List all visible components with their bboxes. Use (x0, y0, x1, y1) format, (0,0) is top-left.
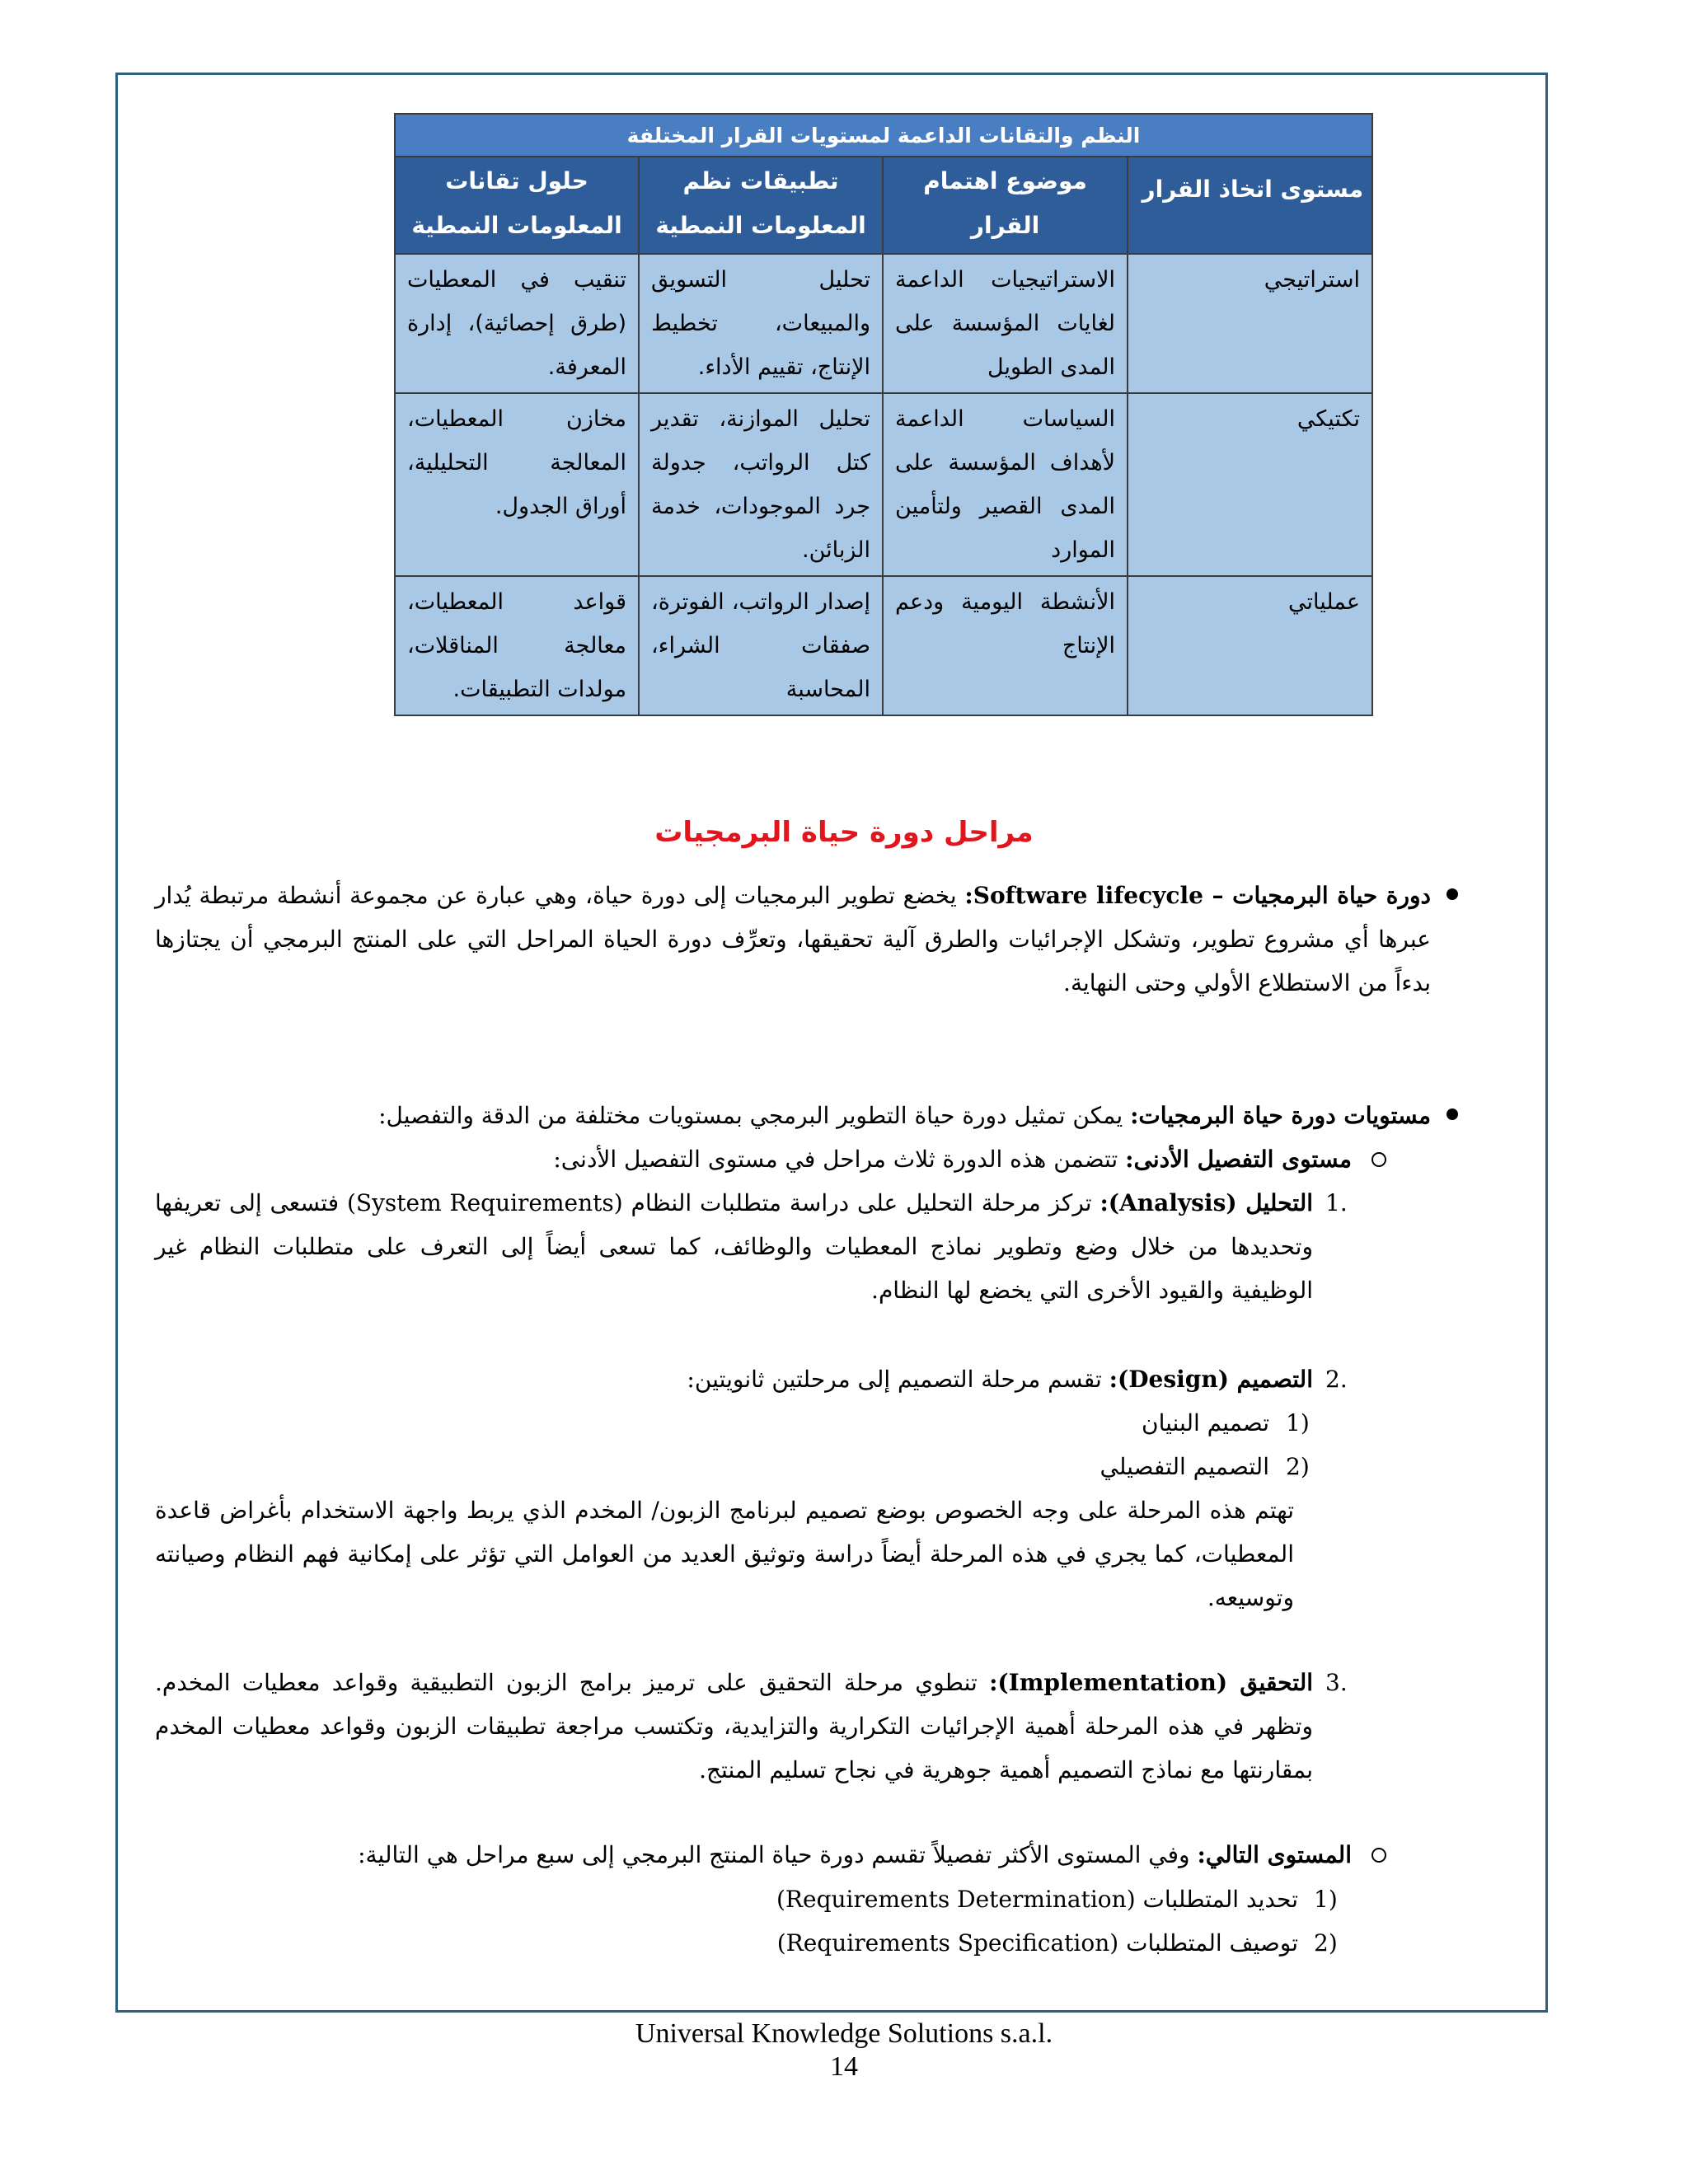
item-term: التحقيق (Implementation): (989, 1669, 1314, 1696)
item-term: التحليل (Analysis): (1100, 1189, 1314, 1216)
item-text: تقسم مرحلة التصميم إلى مرحلتين ثانويتين: (687, 1366, 1109, 1393)
item-term: التصميم (Design): (1109, 1366, 1313, 1393)
bullet-icon (1447, 1108, 1458, 1120)
header-level: مستوى اتخاذ القرار (1128, 157, 1372, 254)
table-row (395, 576, 1372, 715)
design-paragraph: تهتم هذه المرحلة على وجه الخصوص بوضع تصميم لبرنامج الزبون/ المخدم الذي يربط واجهة الاستخدام بأغراض قاعدة المعطيات، كما يجري في هذه المرحلة أيضاً دراسة وتوثيق العديد من العوامل التي تؤثر على إمكانية فهم النظام وصيانته وتوسيعه. (155, 1497, 1294, 1611)
bullet-text: يخضع تطوير البرمجيات إلى دورة حياة، وهي عبارة عن مجموعة أنشطة مرتبطة يُدار عبرها أي مشروع تطوير، وتشكل الإجرائيات والطرق آلية تحقيقها، وتعرِّف دورة الحياة المراحل التي على المنتج البرمجي أن يجتازها بدءاً من الاستطلاع الأولي وحتى النهاية. (155, 882, 1431, 996)
next-level-item: تحديد المتطلبات (Requirements Determination) (776, 1886, 1298, 1913)
sub-term: المستوى التالي: (1197, 1841, 1352, 1868)
header-tech: حلول تقانات المعلومات النمطية (395, 157, 639, 254)
header-apps: تطبيقات نظم المعلومات النمطية (639, 157, 883, 254)
cell-level: تكتيكي (1128, 393, 1372, 576)
cell-level: استراتيجي (1128, 254, 1372, 393)
bullet-term: مستويات دورة حياة البرمجيات: (1130, 1102, 1431, 1129)
bullet-icon (1447, 888, 1458, 900)
item-text: تنطوي مرحلة التحقيق على ترميز برامج الزبون التطبيقية وقواعد معطيات المخدم. وتظهر في هذه المرحلة أهمية الإجرائيات التكرارية والتزايدية، وتكتسب مراجعة تطبيقات الزبون وقواعد معطيات المخدم بمقارنتها مع نماذج التصميم أهمية جوهرية في نجاح تسليم المنتج. (155, 1669, 1314, 1783)
sub-item-number: 1) (1286, 1409, 1310, 1436)
cell-tech: قواعد المعطيات، معالجة المناقلات، مولدات التطبيقات. (395, 576, 639, 715)
cell-tech: مخازن المعطيات، المعالجة التحليلية، أوراق الجدول. (395, 393, 639, 576)
cell-focus: السياسات الداعمة لأهداف المؤسسة على المدى القصير ولتأمين الموارد (883, 393, 1128, 576)
item-design (155, 1357, 1313, 1401)
cell-focus: الأنشطة اليومية ودعم الإنتاج (883, 576, 1128, 715)
sub-level-next (247, 1833, 1352, 1877)
item-analysis (155, 1181, 1313, 1312)
item-text: تركز مرحلة التحليل على دراسة متطلبات النظام (System Requirements) فتسعى إلى تعريفها وتحديدها من خلال وضع وتطوير نماذج المعطيات والوظائف، كما تسعى أيضاً إلى التعرف على متطلبات النظام غير الوظيفية والقيود الأخرى التي يخضع لها النظام. (155, 1189, 1313, 1304)
cell-apps: تحليل التسويق والمبيعات، تخطيط الإنتاج، تقييم الأداء. (639, 254, 883, 393)
table-caption: النظم والتقانات الداعمة لمستويات القرار المختلفة (395, 114, 1372, 157)
cell-apps: إصدار الرواتب، الفوترة، صفقات الشراء، المحاسبة (639, 576, 883, 715)
next-level-item: توصيف المتطلبات (Requirements Specification) (776, 1929, 1298, 1957)
design-sub-item: التصميم التفصيلي (1100, 1453, 1269, 1480)
circle-bullet-icon (1372, 1848, 1386, 1863)
table-row (395, 393, 1372, 576)
sub-item-number: 2) (1314, 1929, 1338, 1957)
circle-bullet-icon (1372, 1152, 1386, 1167)
section-title: مراحل دورة حياة البرمجيات (654, 816, 1034, 849)
table-row (395, 254, 1372, 393)
item-number: 2. (1325, 1366, 1348, 1393)
cell-apps: تحليل الموازنة، تقدير كتل الرواتب، جدولة جرد الموجودات، خدمة الزبائن. (639, 393, 883, 576)
decision-levels-table (394, 113, 1373, 716)
bullet-text: يمكن تمثيل دورة حياة التطوير البرمجي بمستويات مختلفة من الدقة والتفصيل: (378, 1102, 1131, 1129)
item-number: 3. (1325, 1669, 1348, 1696)
sub-item-number: 2) (1286, 1453, 1310, 1480)
item-number: 1. (1325, 1189, 1348, 1216)
bullet-lifecycle (155, 874, 1431, 1005)
cell-focus: الاستراتيجيات الداعمة لغايات المؤسسة على المدى الطويل (883, 254, 1128, 393)
footer-page-number: 14 (830, 2051, 858, 2082)
cell-tech: تنقيب في المعطيات (طرق إحصائية)، إدارة المعرفة. (395, 254, 639, 393)
sub-text: تتضمن هذه الدورة ثلاث مراحل في مستوى التفصيل الأدنى: (553, 1146, 1126, 1173)
sub-level-low (247, 1137, 1352, 1181)
bullet-levels (155, 1094, 1431, 1137)
sub-term: مستوى التفصيل الأدنى: (1125, 1146, 1352, 1173)
design-sub-item: تصميم البنيان (1142, 1409, 1269, 1436)
cell-level: عملياتي (1128, 576, 1372, 715)
item-implementation (155, 1661, 1313, 1792)
sub-text: وفي المستوى الأكثر تفصيلاً تقسم دورة حياة المنتج البرمجي إلى سبع مراحل هي التالية: (358, 1841, 1198, 1868)
sub-item-number: 1) (1314, 1886, 1338, 1913)
header-focus: موضوع اهتمام القرار (883, 157, 1128, 254)
bullet-term: دورة حياة البرمجيات – Software lifecycle: (964, 882, 1431, 909)
footer-company: Universal Knowledge Solutions s.a.l. (635, 2018, 1053, 2049)
